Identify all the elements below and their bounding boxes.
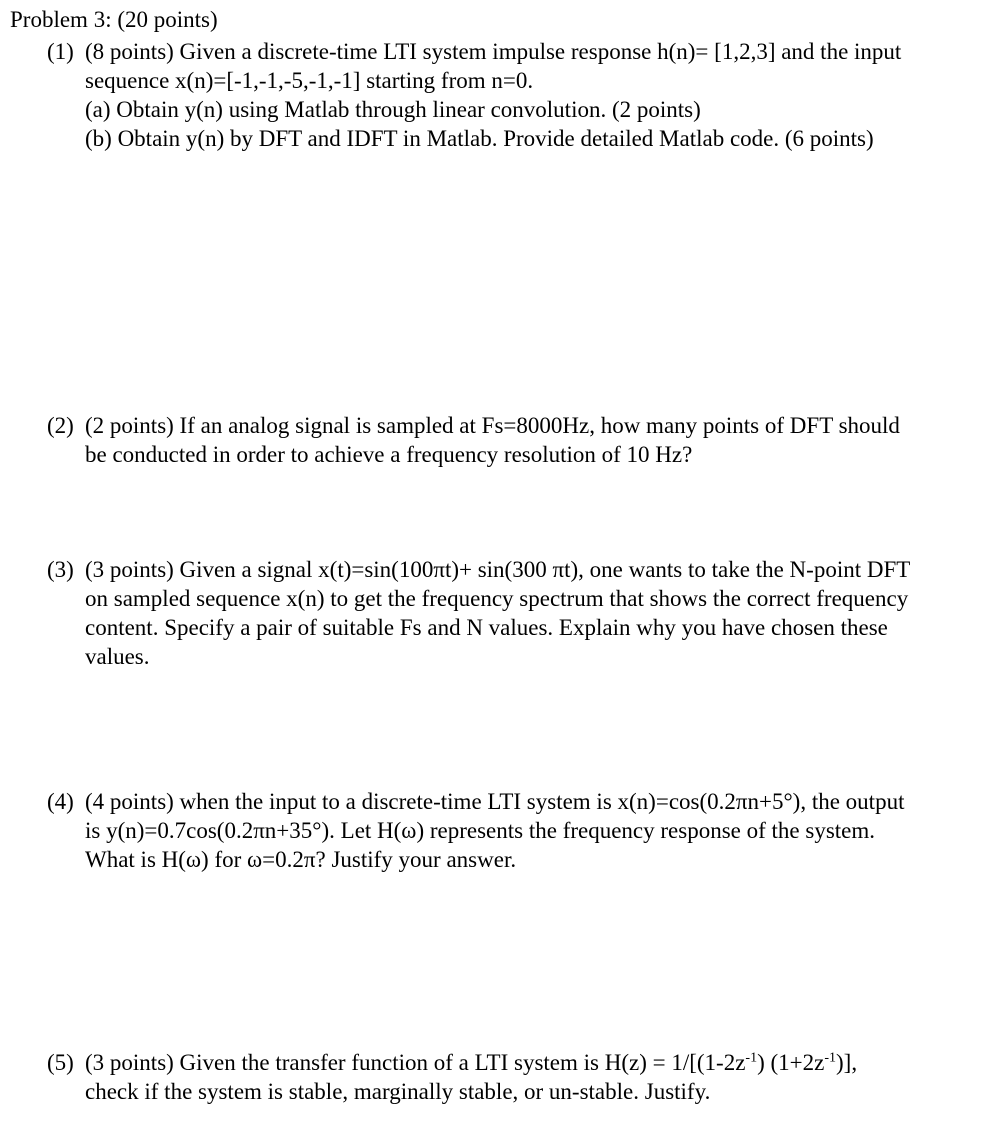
question-5-line-1 — [47, 1048, 987, 1077]
question-1-line-2: sequence x(n)=[-1,-1,-5,-1,-1] starting from n=0. — [85, 68, 534, 93]
question-2-line-1 — [47, 411, 987, 440]
question-3-line-1 — [47, 555, 987, 584]
question-3-number: (3) — [47, 557, 74, 582]
question-4-number: (4) — [47, 789, 74, 814]
question-2 — [47, 411, 987, 469]
question-1 — [47, 37, 987, 153]
question-4-line-1 — [47, 787, 987, 816]
question-5 — [47, 1048, 987, 1106]
question-2-text-1: (2 points) If an analog signal is sampled at Fs=8000Hz, how many points of DFT should — [85, 413, 900, 438]
question-3-line-2: on sampled sequence x(n) to get the frequency spectrum that shows the correct frequency — [85, 586, 909, 611]
question-2-line-2: be conducted in order to achieve a frequency resolution of 10 Hz? — [85, 442, 693, 467]
question-1-text-1: (8 points) Given a discrete-time LTI system impulse response h(n)= [1,2,3] and the input — [85, 39, 902, 64]
question-1-line-1 — [47, 37, 987, 66]
question-5-number: (5) — [47, 1050, 74, 1075]
question-2-number: (2) — [47, 413, 74, 438]
question-5-text-1c: )], — [836, 1050, 858, 1075]
question-5-text-1b: ) (1+2z — [757, 1050, 825, 1075]
question-4-line-2: is y(n)=0.7cos(0.2πn+35°). Let H(ω) represents the frequency response of the system. — [85, 818, 876, 843]
question-1-number: (1) — [47, 39, 74, 64]
problem-title: Problem 3: (20 points) — [10, 7, 218, 32]
question-5-line-2: check if the system is stable, marginally stable, or un-stable. Justify. — [85, 1079, 711, 1104]
question-5-exponent-1: -1 — [745, 1050, 758, 1066]
question-4-line-3: What is H(ω) for ω=0.2π? Justify your answer. — [85, 847, 517, 872]
question-5-text-1a: (3 points) Given the transfer function of a LTI system is H(z) = 1/[(1-2z — [85, 1050, 746, 1075]
question-3-line-3: content. Specify a pair of suitable Fs and N values. Explain why you have chosen these — [85, 615, 888, 640]
question-4-text-1: (4 points) when the input to a discrete-time LTI system is x(n)=cos(0.2πn+5°), the output — [85, 789, 905, 814]
question-4 — [47, 787, 987, 874]
question-1-part-b: (b) Obtain y(n) by DFT and IDFT in Matlab. Provide detailed Matlab code. (6 points) — [85, 126, 874, 151]
question-3-line-4: values. — [85, 644, 150, 669]
question-1-part-a: (a) Obtain y(n) using Matlab through linear convolution. (2 points) — [85, 97, 701, 122]
question-3-text-1: (3 points) Given a signal x(t)=sin(100πt)+ sin(300 πt), one wants to take the N-point DFT — [85, 557, 911, 582]
question-3 — [47, 555, 987, 671]
question-5-exponent-2: -1 — [824, 1050, 837, 1066]
